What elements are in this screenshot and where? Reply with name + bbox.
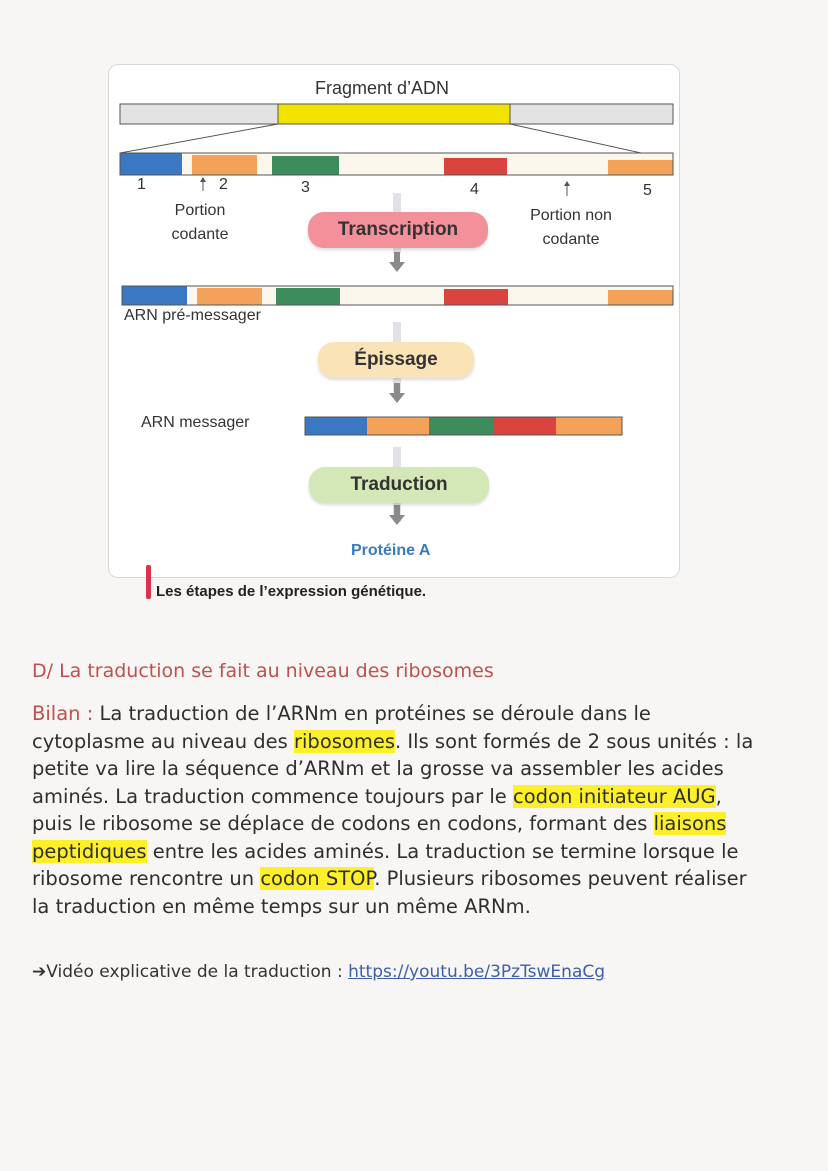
flow-arrowhead-1: [389, 262, 405, 272]
noncoding-portion-label: [515, 204, 627, 252]
bilan-label: Bilan :: [32, 702, 94, 725]
noncoding-label-line1: Portion non: [530, 207, 612, 224]
noncoding-label-line2: codante: [542, 231, 600, 248]
pre-mrna-orange: [197, 288, 262, 305]
gene-exon-orange: [192, 155, 257, 175]
label-num-5: 5: [643, 182, 652, 199]
mrna-label: ARN messager: [141, 414, 250, 431]
figure-caption: Les étapes de l’expression génétique.: [156, 583, 427, 600]
protein-label: Protéine A: [351, 542, 431, 559]
highlight-ribosomes: ribosomes: [294, 729, 395, 753]
bilan-text-2: . Ils sont formés de 2 sous unités : la petite va lire la séquence d’ARNm et la grosse va assembler les acides aminés. La traduction commence toujours par le: [32, 729, 754, 808]
label-num-3: 3: [301, 179, 310, 196]
coding-portion-label: [160, 199, 240, 247]
video-label: Vidéo explicative de la traduction :: [46, 962, 349, 982]
mrna-orange-2: [556, 417, 622, 435]
step-splicing: Épissage: [318, 342, 474, 378]
label-num-1: 1: [137, 176, 146, 193]
highlight-stop-codon: codon STOP: [260, 867, 375, 890]
bilan-text-1: La traduction de l’ARNm en protéines se déroule dans le cytoplasme au niveau des: [32, 702, 651, 753]
bilan-text-3: , puis le ribosome se déplace de codons en codons, formant des: [32, 784, 722, 835]
flow-arrowhead-3: [389, 515, 405, 525]
dna-fragment-title: Fragment d’ADN: [315, 78, 450, 98]
arrow-icon: ➔: [32, 962, 47, 982]
gene-exon-blue: [120, 153, 182, 175]
gene-exon-red: [444, 158, 507, 175]
dna-fragment: [278, 104, 510, 124]
highlight-codon-aug: codon initiateur AUG: [513, 784, 716, 808]
coding-label-line2: codante: [171, 226, 229, 243]
video-link[interactable]: https://youtu.be/3PzTswEnaCg: [348, 962, 606, 982]
pre-mrna-green: [276, 288, 340, 305]
step-transcription: Transcription: [308, 212, 488, 248]
video-line: [32, 962, 605, 982]
pre-mrna-orange-2: [608, 290, 673, 305]
highlight-peptide-bonds: liaisons peptidiques: [32, 812, 727, 863]
gene-exon-green: [272, 156, 339, 175]
section-title: D/ La traduction se fait au niveau des ribosomes: [32, 660, 494, 682]
pre-mrna-red: [444, 289, 508, 305]
dna-strand-left: [120, 104, 278, 124]
bilan-paragraph: [32, 700, 762, 920]
label-num-2: 2: [219, 176, 228, 193]
mrna-blue: [305, 417, 367, 435]
gene-exon-orange-2: [608, 160, 673, 175]
mrna-red: [493, 417, 556, 435]
mrna-orange: [367, 417, 429, 435]
flow-arrowhead-2: [389, 393, 405, 403]
bilan-text-4: entre les acides aminés. La traduction se termine lorsque le ribosome rencontre un: [32, 839, 739, 890]
bilan-text-5: . Plusieurs ribosomes peuvent réaliser la traduction en même temps sur un même ARNm.: [32, 867, 747, 918]
caption-marker: [146, 565, 151, 599]
coding-label-line1: Portion: [174, 202, 226, 219]
mrna-green: [429, 417, 493, 435]
pre-mrna-blue: [122, 286, 187, 305]
dna-strand-right: [510, 104, 673, 124]
zoom-line-left: [120, 124, 278, 153]
step-translation: Traduction: [309, 467, 489, 503]
pre-mrna-label: ARN pré-messager: [124, 307, 261, 324]
label-num-4: 4: [470, 181, 479, 198]
